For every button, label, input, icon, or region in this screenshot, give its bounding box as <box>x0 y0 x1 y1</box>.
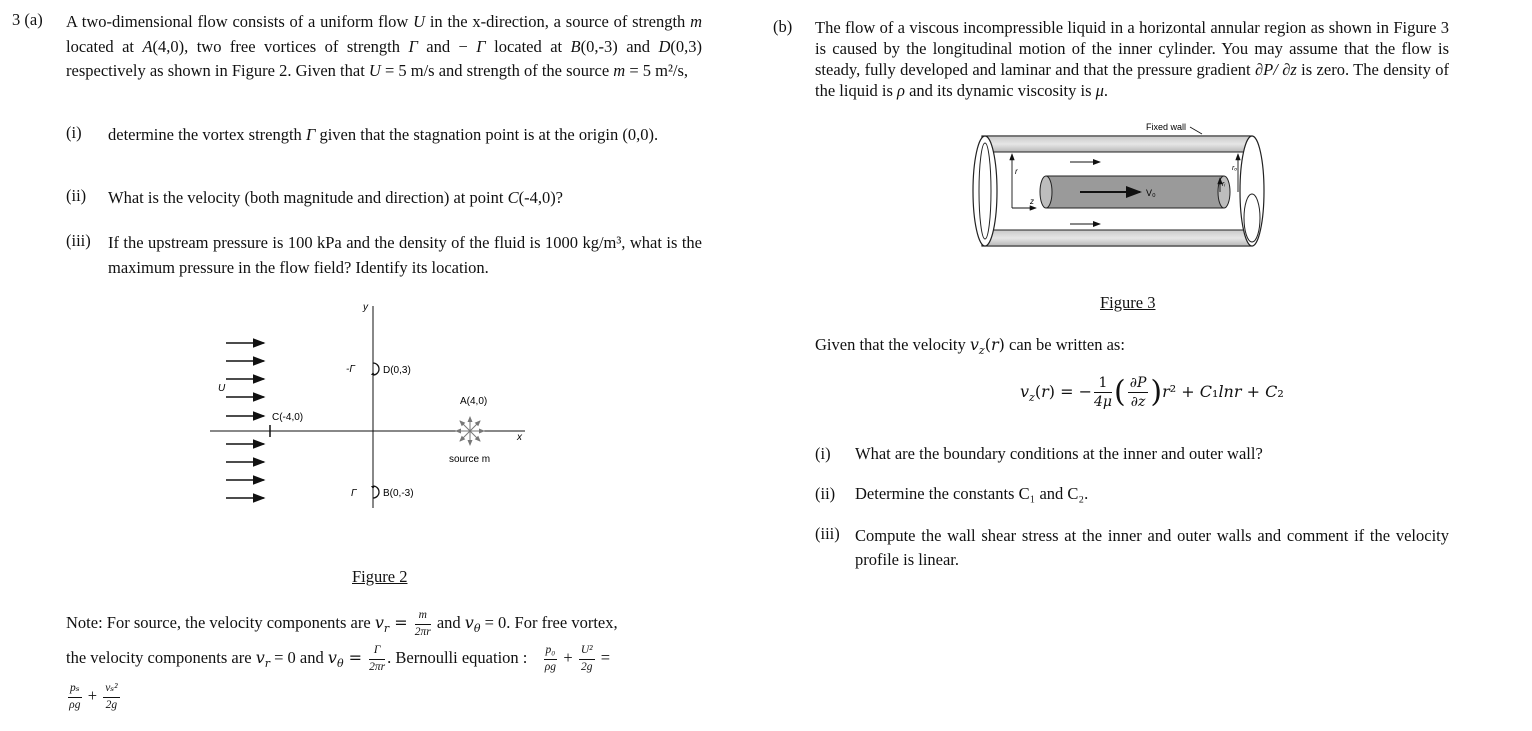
vortex-d-label: D(0,3) <box>383 365 411 376</box>
question-number: 3 (a) <box>12 10 43 29</box>
v0-label: V₀ <box>1146 188 1156 198</box>
ro-label: rₒ <box>1232 165 1238 172</box>
x-axis-label: x <box>517 432 522 443</box>
given-text: Given that the velocity $v_z(r)$ can be written as: <box>815 335 1125 358</box>
q3a-item-ii-label: (ii) <box>66 186 87 205</box>
q3b-item-ii: Determine the constants C₁ and C₂. <box>855 484 1089 503</box>
q3a-item-iii-label: (iii) <box>66 231 91 250</box>
vortex-b-label: B(0,-3) <box>383 488 414 499</box>
q3b-item-iii: Compute the wall shear stress at the inner and outer walls and comment if the velocity profile is linear. <box>855 526 1449 569</box>
figure-2 <box>200 296 540 516</box>
q3a-item-i-label: (i) <box>66 123 82 142</box>
vortex-d-strength: -Γ <box>346 364 356 375</box>
velocity-equation: $v_z(r)$ = − $\frac{1}{4\mu}$ ( $\frac{\partial P}{\partial z}$ )r² + C₁lnr + C₂ <box>1020 374 1284 410</box>
uniform-flow-arrows <box>226 343 264 498</box>
q3b-item-i: What are the boundary conditions at the inner and outer wall? <box>855 444 1263 463</box>
y-axis-label: y <box>363 302 368 313</box>
q3a-item-i: determine the vortex strength Γ given that the stagnation point is at the origin (0,0). <box>108 125 659 144</box>
figure-3 <box>970 118 1280 258</box>
z-label: z <box>1030 197 1034 206</box>
vortex-b-strength: Γ <box>351 488 357 499</box>
note-line-1: Note: For source, the velocity components are $v_r$ = $\frac{m}{2\pi r}$ and $v_\theta = 0$. For free vortex, <box>66 609 618 638</box>
ri-label: rᵢ <box>1222 181 1226 188</box>
note-line-2: the velocity components are $v_r = 0$ and $v_\theta$ = $\frac{\Gamma}{2\pi r}$ . Bernoulli equation : $\frac{\text{p₀}}{\rho g}$ + $\frac{\text{U²}}{2g}$ = <box>66 644 611 673</box>
source-label: source m <box>449 454 491 465</box>
q3b-item-iii-label: (iii) <box>815 524 840 543</box>
q3b-item-ii-label: (ii) <box>815 484 836 503</box>
source-a-label: A(4,0) <box>460 396 488 407</box>
vortex-b-icon <box>373 486 379 498</box>
vortex-d-icon <box>373 363 379 375</box>
note-line-3: $\frac{\text{pₛ}}{\rho g}$ + $\frac{\text{vₛ²}}{2g}$ <box>69 682 118 711</box>
uniform-flow-label: U <box>218 383 226 394</box>
q3b-item-i-label: (i) <box>815 444 831 463</box>
r-label: r <box>1015 167 1018 176</box>
outer-pipe-right-end <box>1240 136 1264 246</box>
q3a-item-ii: What is the velocity (both magnitude and direction) at point C(-4,0)? <box>108 188 564 207</box>
q3b-intro: The flow of a viscous incompressible liquid in a horizontal annular region as shown in Figure 3 is caused by the longitudinal motion of the inner cylinder. You may assume that the flow is steady, fully developed and laminar and that the pressure gradient ∂P/ ∂z is zero. The density of the liquid is ρ and its dynamic viscosity is μ. <box>815 18 1449 100</box>
q3b-label: (b) <box>773 17 793 36</box>
fixed-wall-label: Fixed wall <box>1146 122 1187 132</box>
q3a-intro: A two-dimensional flow consists of a uniform flow U in the x-direction, a source of strength m located at A(4,0), two free vortices of strength Γ and − Γ located at B(0,-3) and D(0,3) respectively as shown in Figure 2. Given that U = 5 m/s and strength of the source m = 5 m²/s, <box>66 12 703 80</box>
figure-3-caption: Figure 3 <box>1100 293 1156 312</box>
outer-pipe-left-end <box>973 136 997 246</box>
point-c-label: C(-4,0) <box>272 412 304 423</box>
q3a-item-iii: If the upstream pressure is 100 kPa and the density of the fluid is 1000 kg/m³, what is the maximum pressure in the flow field? Identify its location. <box>108 233 702 277</box>
figure-2-caption: Figure 2 <box>352 567 408 586</box>
source-icon <box>456 417 484 445</box>
